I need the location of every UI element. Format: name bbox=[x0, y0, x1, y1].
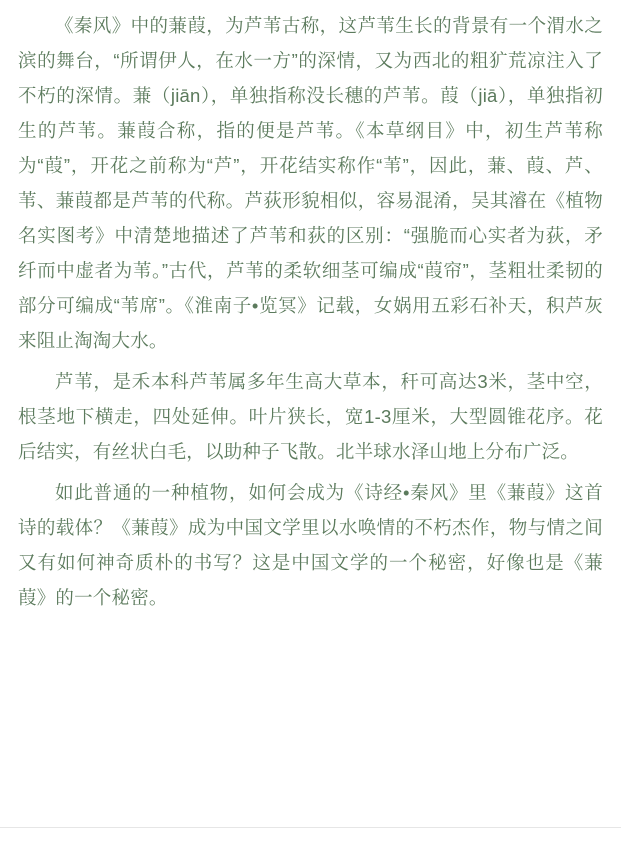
paragraph: 芦苇，是禾本科芦苇属多年生高大草本，秆可高达3米，茎中空，根茎地下横走，四处延伸。叶片狭长，宽1-3厘米，大型圆锥花序。花后结实，有丝状白毛，以助种子飞散。北半球水泽山地上分布广泛。 bbox=[18, 371, 603, 462]
paragraph: 如此普通的一种植物，如何会成为《诗经•秦风》里《蒹葭》这首诗的载体？《蒹葭》成为中国文学里以水唤情的不朽杰作，物与情之间又有如何神奇质朴的书写？这是中国文学的一个秘密，好像也是《蒹葭》的一个秘密。 bbox=[18, 482, 603, 608]
footer-divider bbox=[0, 827, 621, 828]
paragraph: 《秦风》中的蒹葭，为芦苇古称，这芦苇生长的背景有一个渭水之滨的舞台，“所谓伊人，在水一方”的深情，又为西北的粗犷荒凉注入了不朽的深情。蒹（jiān），单独指称没长穗的芦苇。葭（jiā），单独指初生的芦苇。蒹葭合称，指的便是芦苇。《本草纲目》中，初生芦苇称为“葭”，开花之前称为“芦”，开花结实称作“苇”，因此，蒹、葭、芦、苇、蒹葭都是芦苇的代称。芦荻形貌相似，容易混淆，吴其濬在《植物名实图考》中清楚地描述了芦苇和荻的区别：“强脆而心实者为荻，矛纤而中虚者为苇。”古代，芦苇的柔软细茎可编成“葭帘”，茎粗壮柔韧的部分可编成“苇席”。《淮南子•览冥》记载，女娲用五彩石补天，积芦灰来阻止淘淘大水。 bbox=[18, 15, 603, 351]
